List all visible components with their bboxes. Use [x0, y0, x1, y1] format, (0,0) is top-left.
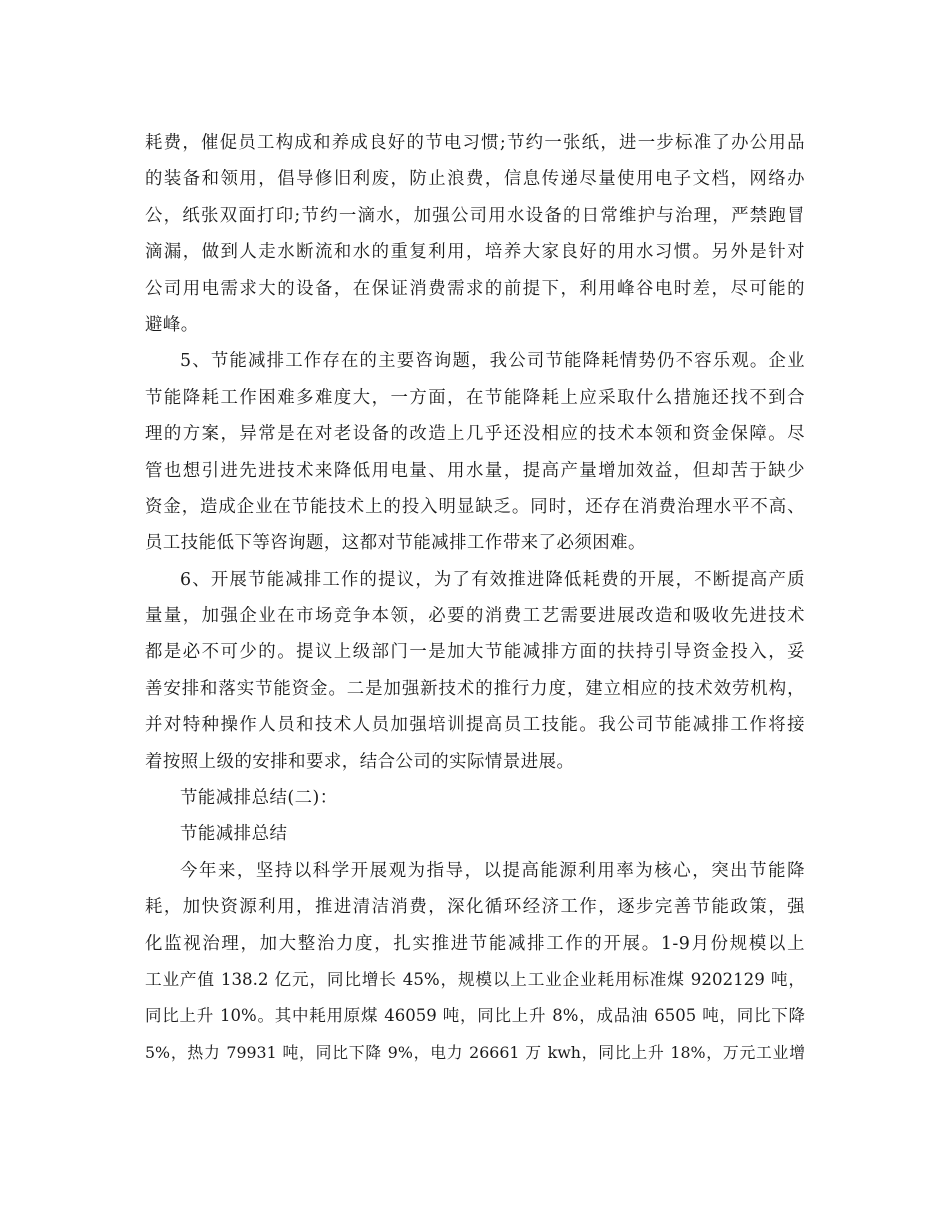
section-title: 节能减排总结 [180, 824, 288, 845]
text-line: 耗，加快资源利用，推进清洁消费，深化循环经济工作，逐步完善节能政策，强 [145, 897, 805, 918]
paragraph-start-line: 5、节能减排工作存在的主要咨询题，我公司节能降耗情势仍不容乐观。企业 [180, 351, 805, 372]
text-line: 化监视治理，加大整治力度，扎实推进节能减排工作的开展。1-9月份规模以上 [145, 933, 805, 954]
text-line: 理的方案，异常是在对老设备的改造上几乎还没相应的技术本领和资金保障。尽 [145, 424, 805, 445]
text-line: 5%，热力 79931 吨，同比下降 9%，电力 26661 万 kwh，同比上升 18%，万元工业增 [145, 1042, 805, 1062]
text-line: 善安排和落实节能资金。二是加强新技术的推行力度，建立相应的技术效劳机构， [145, 678, 805, 699]
text-line: 着按照上级的安排和要求，结合公司的实际情景进展。 [145, 751, 575, 772]
text-line: 公，纸张双面打印;节约一滴水，加强公司用水设备的日常维护与治理，严禁跑冒 [145, 205, 805, 226]
text-line: 节能降耗工作困难多难度大，一方面，在节能降耗上应采取什么措施还找不到合 [145, 387, 805, 408]
text-line: 都是必不可少的。提议上级部门一是加大节能减排方面的扶持引导资金投入，妥 [145, 642, 805, 663]
text-line: 并对特种操作人员和技术人员加强培训提高员工技能。我公司节能减排工作将接 [145, 715, 805, 736]
text-line: 滴漏，做到人走水断流和水的重复利用，培养大家良好的用水习惯。另外是针对 [145, 242, 805, 263]
text-line: 同比上升 10%。其中耗用原煤 46059 吨，同比上升 8%，成品油 6505 吨，同比下降 [145, 1006, 805, 1026]
text-line: 避峰。 [145, 314, 199, 335]
text-line: 量量，加强企业在市场竞争本领，必要的消费工艺需要进展改造和吸收先进技术 [145, 606, 805, 627]
text-line: 公司用电需求大的设备，在保证消费需求的前提下，利用峰谷电时差，尽可能的 [145, 278, 805, 299]
document-body [145, 125, 805, 1071]
paragraph-start-line: 6、开展节能减排工作的提议，为了有效推进降低耗费的开展，不断提高产质 [180, 569, 805, 590]
text-line: 的装备和领用，倡导修旧利废，防止浪费，信息传递尽量使用电子文档，网络办 [145, 169, 805, 190]
text-line: 耗费，催促员工构成和养成良好的节电习惯;节约一张纸，进一步标准了办公用品 [145, 133, 805, 153]
section-heading: 节能减排总结(二)： [180, 788, 338, 809]
text-line: 资金，造成企业在节能技术上的投入明显缺乏。同时，还存在消费治理水平不高、 [145, 496, 805, 517]
text-line: 管也想引进先进技术来降低用电量、用水量，提高产量增加效益，但却苦于缺少 [145, 460, 805, 481]
paragraph-start-line: 今年来，坚持以科学开展观为指导，以提高能源利用率为核心，突出节能降 [180, 860, 805, 881]
text-line: 员工技能低下等咨询题，这都对节能减排工作带来了必须困难。 [145, 533, 646, 554]
text-line: 工业产值 138.2 亿元，同比增长 45%，规模以上工业企业耗用标准煤 9202129 吨， [145, 969, 805, 989]
